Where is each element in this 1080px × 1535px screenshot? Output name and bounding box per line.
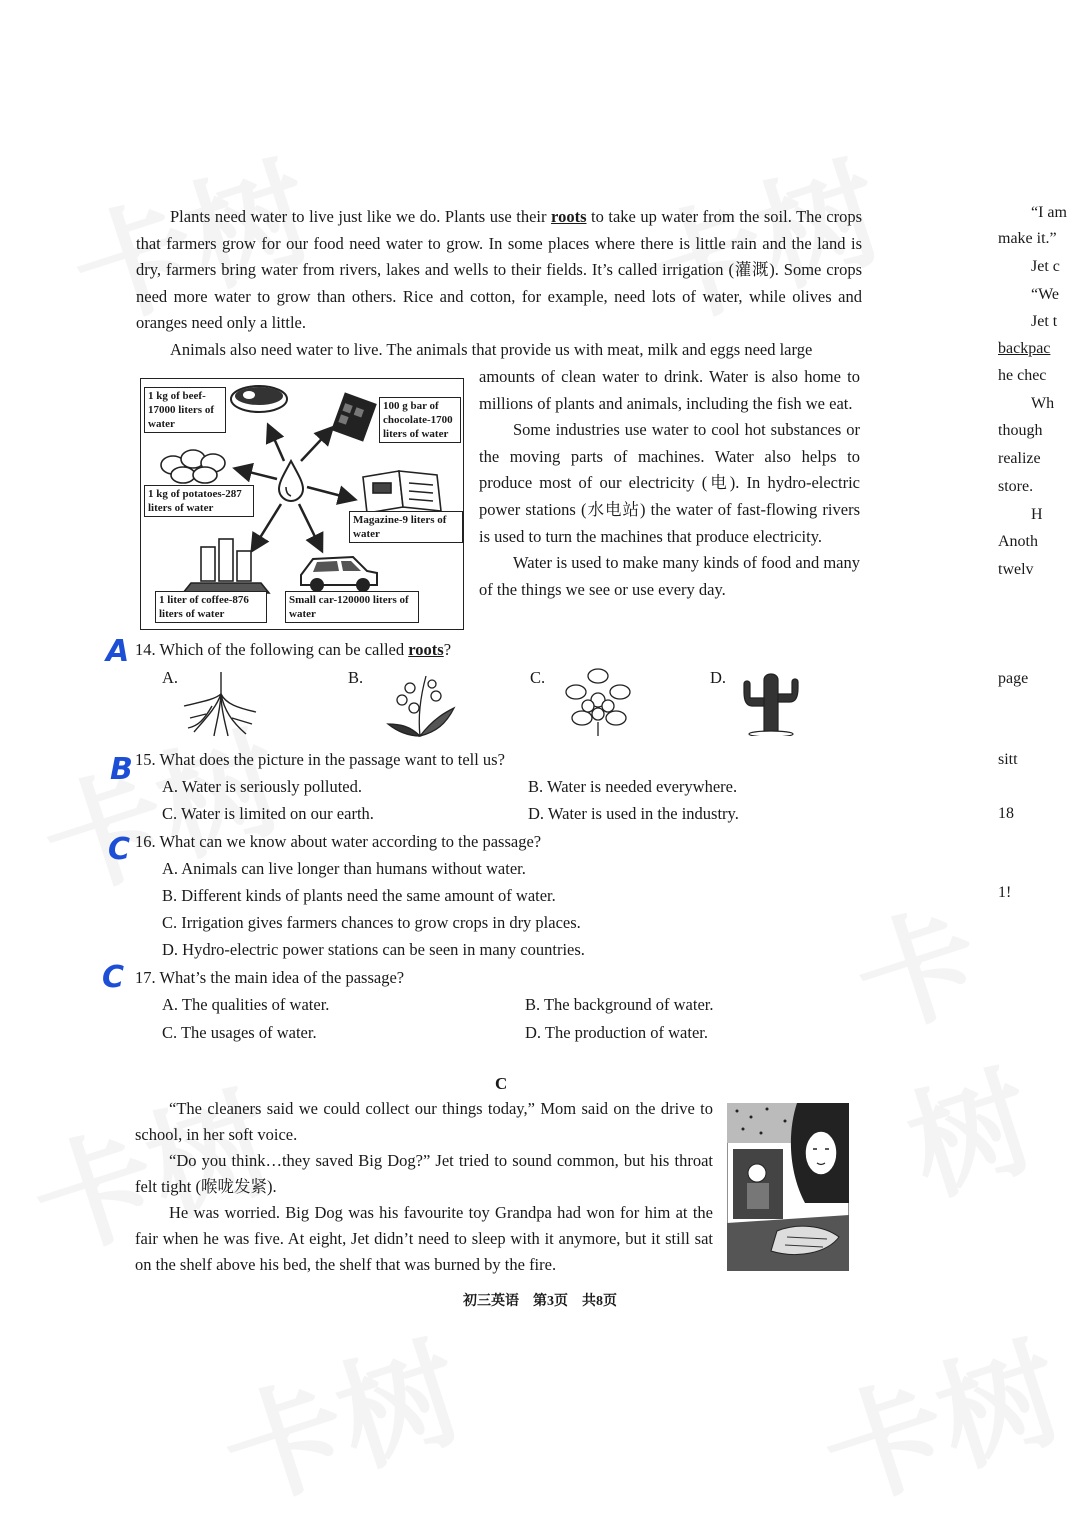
section-c-text (135, 1096, 713, 1278)
q14-option-c[interactable]: C. (530, 668, 546, 687)
right-col-line: Jet c (1031, 258, 1060, 275)
right-col-line: page (998, 670, 1029, 687)
q16-option-d[interactable]: D. Hydro-electric power stations can be seen in many countries. (162, 940, 585, 959)
right-col-line: “I am (1031, 204, 1067, 221)
answer-mark-14: A (106, 634, 130, 669)
water-usage-figure (140, 378, 464, 630)
label-magazine: Magazine-9 liters of water (349, 511, 463, 543)
section-c-heading: C (495, 1074, 508, 1093)
section-c-paragraph-1: “The cleaners said we could collect our things today,” Mom said on the drive to school, in her soft voice. (135, 1099, 713, 1144)
q17-option-d[interactable]: D. The production of water. (525, 1023, 708, 1042)
label-coffee: 1 liter of coffee-876 liters of water (155, 591, 267, 623)
watermark (832, 838, 1080, 1227)
magazine-icon (363, 471, 441, 513)
potatoes-icon (161, 450, 225, 483)
roots-icon (176, 668, 266, 738)
underlined-word-roots: roots (551, 207, 587, 226)
right-col-line: Wh (1031, 395, 1055, 412)
right-col-line: Jet t (1031, 313, 1058, 330)
section-c-paragraph-2: “Do you think…they saved Big Dog?” Jet tried to sound common, but his throat felt tight (喉咙发紧). (135, 1151, 713, 1196)
answer-mark-16: C (108, 832, 131, 867)
label-chocolate: 100 g bar of chocolate-1700 liters of water (379, 397, 461, 443)
q17-option-b[interactable]: B. The background of water. (525, 995, 714, 1014)
q15-option-d[interactable]: D. Water is used in the industry. (528, 804, 739, 823)
car-icon (301, 557, 377, 592)
fruit-leaves-icon (558, 662, 638, 738)
right-col-line: store. (998, 478, 1034, 495)
water-drop-icon (279, 461, 303, 501)
q17-option-c[interactable]: C. The usages of water. (162, 1023, 317, 1042)
question-14-stem: 14. Which of the following can be called roots? (135, 640, 452, 659)
q16-option-b[interactable]: B. Different kinds of plants need the same amount of water. (162, 886, 556, 905)
watermark (799, 1297, 1080, 1535)
right-col-line: “We (1031, 286, 1060, 303)
right-col-line: though (998, 422, 1043, 439)
watermark (199, 1297, 480, 1535)
label-car: Small car-120000 liters of water (285, 591, 419, 623)
label-potatoes: 1 kg of potatoes-287 liters of water (144, 485, 254, 517)
label-beef: 1 kg of beef-17000 liters of water (144, 387, 226, 433)
beef-icon (231, 386, 287, 412)
q14-option-d[interactable]: D. (710, 668, 727, 687)
page-footer: 初三英语 第3页 共8页 (463, 1294, 617, 1309)
passage-paragraph-4: Water is used to make many kinds of food and many of the things we see or use every day. (479, 553, 860, 599)
chocolate-icon (331, 392, 377, 441)
right-col-line: make it.” (998, 230, 1057, 247)
lily-flower-icon (380, 668, 460, 738)
right-col-line: sitt (998, 751, 1018, 768)
right-col-line: 1! (998, 884, 1012, 901)
q14-option-a[interactable]: A. (162, 668, 179, 687)
section-c-paragraph-3: He was worried. Big Dog was his favourite toy Grandpa had won for him at the fair when he was five. At eight, Jet didn’t need to sleep with it anymore, but it still sat on the shelf above his bed, the shelf that was burned by the fire. (135, 1203, 713, 1274)
coffee-icon (183, 539, 269, 593)
story-illustration (727, 1103, 849, 1271)
q14-option-b[interactable]: B. (348, 668, 364, 687)
passage-paragraph-3: Some industries use water to cool hot substances or the moving parts of machines. Water also helps to produce most of our electricity (电). In hydro-electric power stations (水电站) the water of fast-flowing rivers is used to turn the machines that produce electricity. (479, 420, 860, 546)
passage-paragraph-2-rest: amounts of clean water to drink. Water is also home to millions of plants and animals, including the fish we eat. Some industries use water to cool hot substances or the moving parts of machines. Water also helps to produce most of our electricity (电). In hydro-electric power stations (水电站) the water of fast-flowing rivers is used to turn the machines that produce electricity. Water is used to make many kinds of food and many of the things we see or use every day. (479, 364, 860, 603)
right-col-line: Anoth (998, 533, 1038, 550)
q17-option-a[interactable]: A. The qualities of water. (162, 995, 330, 1014)
right-col-line: twelv (998, 561, 1034, 578)
q16-option-c[interactable]: C. Irrigation gives farmers chances to grow crops in dry places. (162, 913, 581, 932)
q15-option-a[interactable]: A. Water is seriously polluted. (162, 777, 363, 796)
q15-option-b[interactable]: B. Water is needed everywhere. (528, 777, 738, 796)
answer-mark-15: B (110, 752, 133, 787)
right-col-line: backpac (998, 340, 1051, 357)
right-col-line: realize (998, 450, 1041, 467)
answer-mark-17: C (102, 960, 125, 995)
question-17-stem: 17. What’s the main idea of the passage? (135, 968, 405, 987)
right-col-line: he chec (998, 367, 1047, 384)
right-col-line: H (1031, 506, 1043, 523)
question-16-stem: 16. What can we know about water according to the passage? (135, 832, 542, 851)
cactus-icon (736, 666, 806, 736)
q16-option-a[interactable]: A. Animals can live longer than humans without water. (162, 859, 526, 878)
passage-paragraph-1: Plants need water to live just like we do. Plants use their roots to take up water from the soil. The crops that farmers grow for our food need water to grow. In some places where there is little rain and the land is dry, farmers bring water from rivers, lakes and wells to their fields. It’s called irrigation (灌溉). Some crops need more water to grow than others. Rice and cotton, for example, need lots of water, while olives and oranges need only a little. Animals also need water to live. The animals that provide us with meat, milk and eggs need large (136, 204, 862, 364)
passage-paragraph-2-start: Animals also need water to live. The animals that provide us with meat, milk and eggs need large (170, 339, 813, 359)
right-col-line: 18 (998, 805, 1014, 822)
question-15-stem: 15. What does the picture in the passage want to tell us? (135, 750, 505, 769)
q15-option-c[interactable]: C. Water is limited on our earth. (162, 804, 374, 823)
